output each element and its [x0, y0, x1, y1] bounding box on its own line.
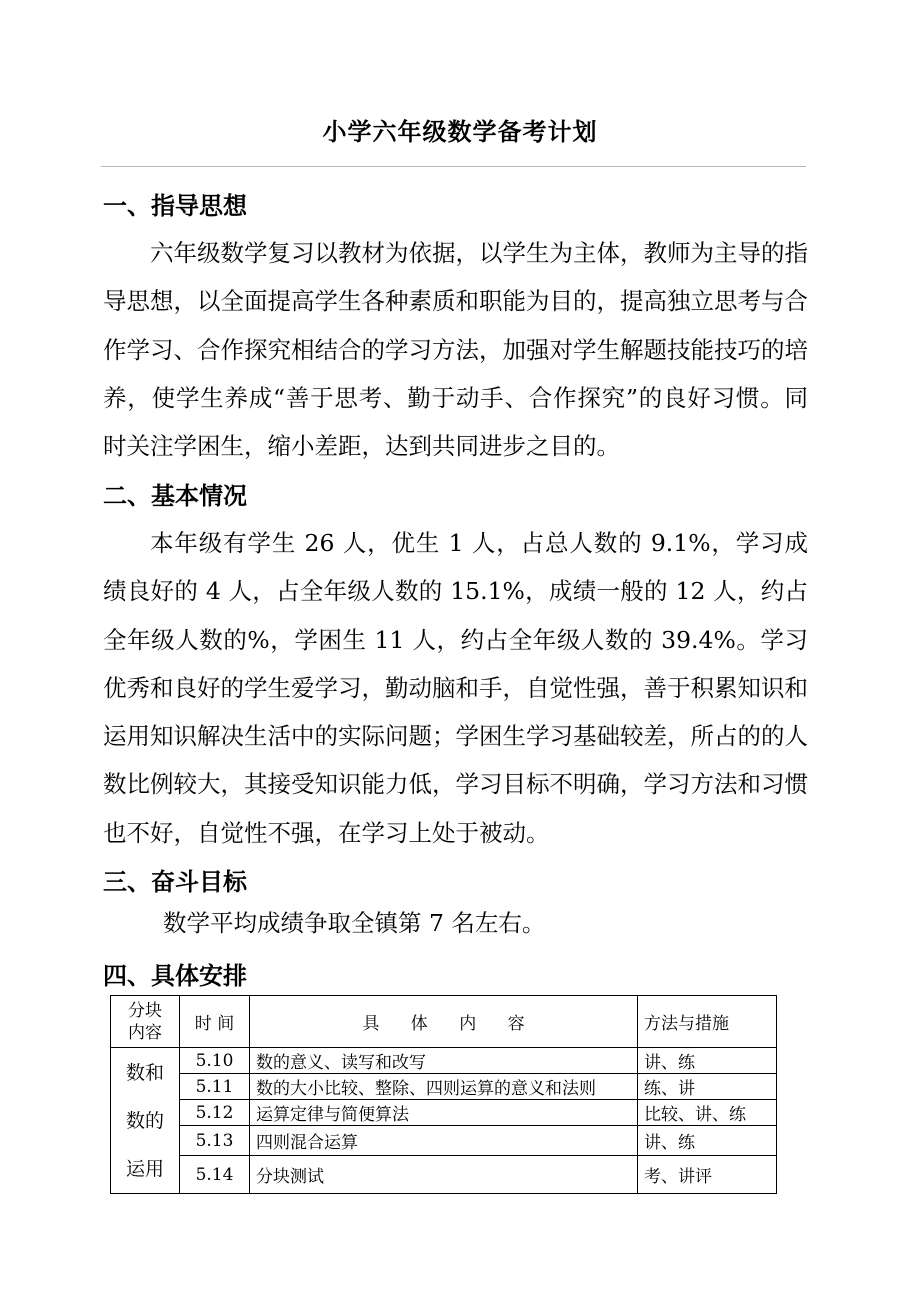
header-section-line1: 分块	[128, 1000, 162, 1021]
row-content: 四则混合运算	[250, 1126, 638, 1156]
heading-guiding-ideology: 一、指导思想	[103, 192, 247, 220]
table-header-row	[111, 996, 777, 1048]
row-date: 5.14	[180, 1156, 250, 1194]
heading-basic-situation: 二、基本情况	[103, 482, 247, 510]
group-line1: 数和	[125, 1061, 164, 1084]
table-row	[111, 1126, 777, 1156]
group-cell	[111, 1048, 180, 1194]
row-method: 练、讲	[638, 1074, 777, 1100]
row-method: 讲、练	[638, 1048, 777, 1074]
row-method: 讲、练	[638, 1126, 777, 1156]
row-date: 5.12	[180, 1100, 250, 1126]
header-section	[111, 996, 180, 1048]
table-row	[111, 1074, 777, 1100]
schedule-table	[110, 995, 777, 1194]
header-method: 方法与措施	[638, 996, 777, 1048]
group-line3: 运用	[125, 1157, 164, 1180]
row-content: 数的大小比较、整除、四则运算的意义和法则	[250, 1074, 638, 1100]
paragraph-guiding-ideology: 六年级数学复习以教材为依据，以学生为主体，教师为主导的指导思想，以全面提高学生各种素质和职能为目的，提高独立思考与合作学习、合作探究相结合的学习方法，加强对学生解题技能技巧的培养，使学生养成“善于思考、勤于动手、合作探究”的良好习惯。同时关注学困生，缩小差距，达到共同进步之目的。	[103, 239, 808, 461]
table-row	[111, 1100, 777, 1126]
header-section-line2: 内容	[128, 1022, 162, 1043]
document-title: 小学六年级数学备考计划	[322, 118, 598, 146]
row-content: 数的意义、读写和改写	[250, 1048, 638, 1074]
paragraph-basic-situation: 本年级有学生 26 人，优生 1 人，占总人数的 9.1%，学习成绩良好的 4 人，占全年级人数的 15.1%，成绩一般的 12 人，约占全年级人数的%，学困生 11 人，约占全年级人数的 39.4%。学习优秀和良好的学生爱学习，勤动脑和手，自觉性强，善于积累知识和运用知识解决生活中的实际问题；学困生学习基础较差，所占的的人数比例较大，其接受知识能力低，学习目标不明确，学习方法和习惯也不好，自觉性不强，在学习上处于被动。	[103, 529, 808, 847]
table-row	[111, 1156, 777, 1194]
row-method: 考、讲评	[638, 1156, 777, 1194]
heading-goal: 三、奋斗目标	[103, 868, 247, 896]
row-date: 5.10	[180, 1048, 250, 1074]
table-row	[111, 1048, 777, 1074]
paragraph-goal: 数学平均成绩争取全镇第 7 名左右。	[163, 909, 546, 937]
row-content: 运算定律与简便算法	[250, 1100, 638, 1126]
header-divider	[101, 166, 806, 167]
group-line2: 数的	[125, 1109, 164, 1132]
heading-schedule: 四、具体安排	[103, 962, 247, 990]
row-date: 5.13	[180, 1126, 250, 1156]
row-method: 比较、讲、练	[638, 1100, 777, 1126]
header-content: 具 体 内 容	[250, 996, 638, 1048]
row-date: 5.11	[180, 1074, 250, 1100]
row-content: 分块测试	[250, 1156, 638, 1194]
header-time: 时 间	[180, 996, 250, 1048]
